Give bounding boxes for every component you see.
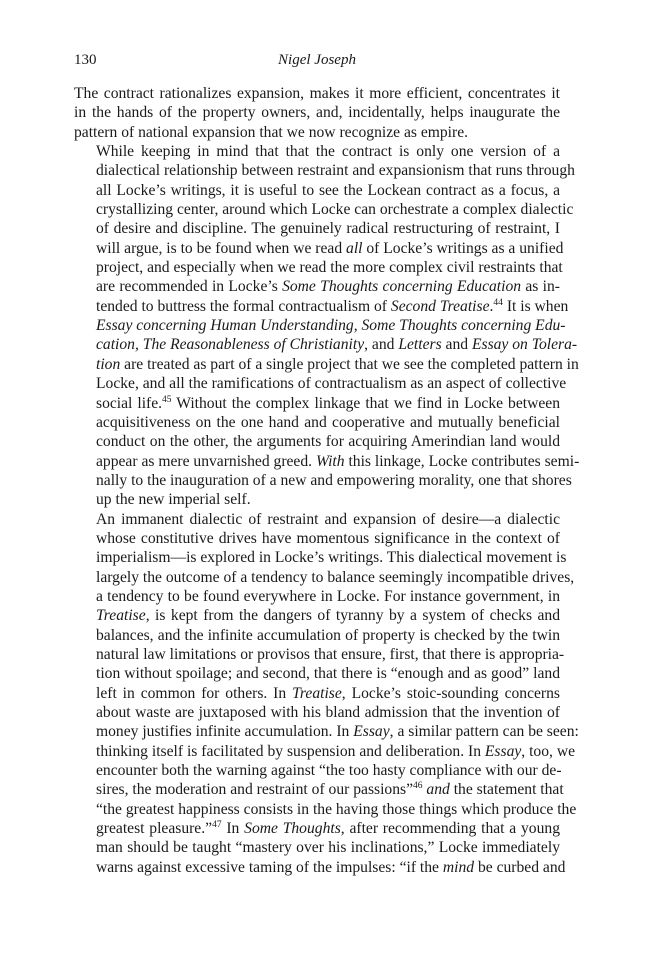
- text-line: [74, 103, 560, 122]
- text-line: [74, 316, 566, 335]
- text-line: [74, 84, 560, 103]
- text-line: [74, 761, 560, 780]
- text-run: money justifies infinite accumulation. In: [96, 723, 354, 741]
- text-line: [74, 471, 572, 490]
- text-line: [74, 123, 560, 142]
- text-run: , and: [364, 336, 399, 354]
- text-line: [74, 200, 574, 219]
- text-run: imperialism—is explored in Locke’s writings. This dialectical movement is: [96, 549, 567, 567]
- text-line: [74, 838, 560, 857]
- text-run: tion without spoilage; and second, that there is “enough and as good” land: [96, 665, 560, 683]
- italic-text: Second Treatise: [390, 297, 490, 315]
- text-line: [74, 413, 560, 432]
- italic-text: and: [426, 781, 450, 799]
- text-run: a tendency to be found everywhere in Locke. For instance government, in: [96, 587, 560, 605]
- italic-text: Some Thoughts concerning Education: [282, 278, 522, 296]
- text-run: warns against excessive taming of the impulses: “if the: [96, 858, 443, 876]
- text-run: and: [441, 336, 472, 354]
- text-line: [74, 239, 564, 258]
- text-line: [74, 645, 565, 664]
- text-run: , after recommending that a young: [340, 820, 560, 838]
- italic-text: Letters: [398, 336, 442, 354]
- text-run: are treated as part of a single project that we see the completed pattern in: [120, 355, 579, 373]
- text-run: encounter both the warning against “the too hasty compliance with our de-: [96, 762, 562, 780]
- italic-text: Essay on Tolera-: [471, 336, 578, 354]
- text-run: , is kept from the dangers of tyranny by a system of checks and: [145, 607, 560, 625]
- italic-text: all: [346, 239, 363, 257]
- text-line: [74, 258, 563, 277]
- text-run: tended to buttress the formal contractualism of: [96, 297, 391, 315]
- text-run: social life.: [96, 394, 163, 412]
- text-line: [74, 355, 579, 374]
- text-run: of desire and discipline. The genuinely radical restructuring of restraint, I: [96, 220, 560, 238]
- italic-text: Essay: [353, 723, 390, 741]
- text-run: thinking itself is facilitated by suspension and deliberation. In: [96, 742, 485, 760]
- text-line: [74, 297, 569, 316]
- text-line: [74, 161, 575, 180]
- text-run: In: [221, 820, 245, 838]
- text-run: pattern of national expansion that we now recognize as empire.: [74, 123, 469, 141]
- text-line: [74, 432, 560, 451]
- text-line: [74, 277, 560, 296]
- italic-text: Essay concerning Human Understanding, Some Thoughts concerning Edu-: [96, 317, 566, 335]
- text-run: An immanent dialectic of restraint and expansion of desire—a dialectic: [96, 510, 560, 528]
- text-run: , a similar pattern can be seen:: [389, 723, 579, 741]
- text-run: this linkage, Locke contributes semi-: [344, 452, 580, 470]
- text-run: all Locke’s writings, it is useful to see the Lockean contract as a focus, a: [96, 181, 560, 199]
- text-line: [74, 587, 560, 606]
- text-line: [74, 742, 575, 761]
- text-run: dialectical relationship between restraint and expansionism that runs through: [96, 162, 575, 180]
- italic-text: With: [315, 452, 345, 470]
- text-line: [74, 548, 567, 567]
- text-run: the statement that: [449, 781, 564, 799]
- text-run: man should be taught “mastery over his inclinations,” Locke immediately: [96, 839, 560, 857]
- paragraph: [74, 510, 579, 878]
- footnote-reference: 45: [162, 394, 172, 405]
- text-run: greatest pleasure.”: [96, 820, 213, 838]
- text-line: [74, 606, 560, 625]
- text-line: [74, 490, 560, 509]
- text-run: largely the outcome of a tendency to balance seemingly incompatible drives,: [96, 568, 575, 586]
- text-line: [74, 780, 564, 799]
- text-run: acquisitiveness on the one hand and cooperative and mutually beneficial: [96, 413, 560, 431]
- footnote-reference: 46: [413, 781, 423, 792]
- paragraph: [74, 84, 560, 142]
- text-run: “the greatest happiness consists in the having those things which produce the: [96, 800, 577, 818]
- text-line: [74, 529, 560, 548]
- text-run: conduct on the other, the arguments for acquiring Amerindian land would: [96, 433, 560, 451]
- text-run: project, and especially when we read the more complex civil restraints that: [96, 259, 563, 277]
- text-run: about waste are juxtaposed with his bland admission that the invention of: [96, 704, 560, 721]
- text-line: [74, 374, 567, 393]
- text-line: [74, 858, 566, 877]
- text-line: [74, 664, 560, 683]
- text-line: [74, 626, 560, 645]
- text-run: whose constitutive drives have momentous significance in the context of: [96, 529, 560, 547]
- italic-text: Treatise: [292, 684, 342, 702]
- running-head: [74, 52, 560, 72]
- text-line: [74, 452, 580, 471]
- text-line: [74, 394, 560, 413]
- footnote-reference: 44: [493, 297, 503, 308]
- text-run: will argue, is to be found when we read: [96, 239, 347, 257]
- italic-text: cation, The Reasonableness of Christianity: [96, 336, 365, 354]
- text-line: [74, 142, 560, 161]
- text-run: up the new imperial self.: [96, 491, 251, 509]
- text-run: sires, the moderation and restraint of our passions”: [96, 781, 413, 799]
- text-run: Without the complex linkage that we find in Locke between: [171, 394, 560, 412]
- text-run: crystallizing center, around which Locke can orchestrate a complex dialectic: [96, 201, 574, 219]
- body-text: [74, 84, 580, 877]
- text-line: [74, 335, 578, 354]
- text-run: While keeping in mind that that the contract is only one version of a: [96, 143, 560, 161]
- text-run: balances, and the infinite accumulation of property is checked by the twin: [96, 626, 560, 644]
- text-run: appear as mere unvarnished greed.: [96, 452, 316, 470]
- text-run: .: [489, 297, 494, 315]
- text-run: in the hands of the property owners, and, incidentally, helps inaugurate the: [74, 104, 560, 122]
- paragraph: [74, 142, 580, 510]
- text-run: left in common for others. In: [96, 684, 293, 702]
- page-number: 130: [74, 52, 97, 68]
- text-run: be curbed and: [474, 858, 566, 876]
- text-line: [74, 219, 560, 238]
- text-run: Locke, and all the ramifications of contractualism as an aspect of collective: [96, 375, 567, 393]
- italic-text: Treatise: [96, 607, 146, 625]
- text-run: The contract rationalizes expansion, makes it more efficient, concentrates it: [74, 85, 560, 102]
- text-line: [74, 703, 560, 722]
- italic-text: Essay: [484, 742, 522, 760]
- text-line: [74, 684, 560, 703]
- text-run: are recommended in Locke’s: [96, 278, 283, 296]
- italic-text: mind: [442, 858, 475, 876]
- text-run: of Locke’s writings as a unified: [362, 239, 564, 257]
- italic-text: tion: [96, 355, 121, 373]
- text-run: natural law limitations or provisos that ensure, first, that there is appropria-: [96, 645, 565, 663]
- text-run: , Locke’s stoic-sounding concerns: [341, 684, 560, 702]
- text-run: nally to the inauguration of a new and empowering morality, one that shores: [96, 471, 572, 489]
- text-line: [74, 819, 560, 838]
- running-title: Nigel Joseph: [278, 52, 356, 68]
- italic-text: Some Thoughts: [244, 820, 341, 838]
- footnote-reference: 47: [212, 820, 222, 831]
- text-line: [74, 800, 577, 819]
- text-line: [74, 568, 575, 587]
- text-run: , too, we: [521, 742, 575, 760]
- text-line: [74, 510, 560, 529]
- text-run: as in-: [521, 278, 560, 296]
- text-run: It is when: [502, 297, 569, 315]
- text-line: [74, 722, 579, 741]
- text-line: [74, 181, 560, 200]
